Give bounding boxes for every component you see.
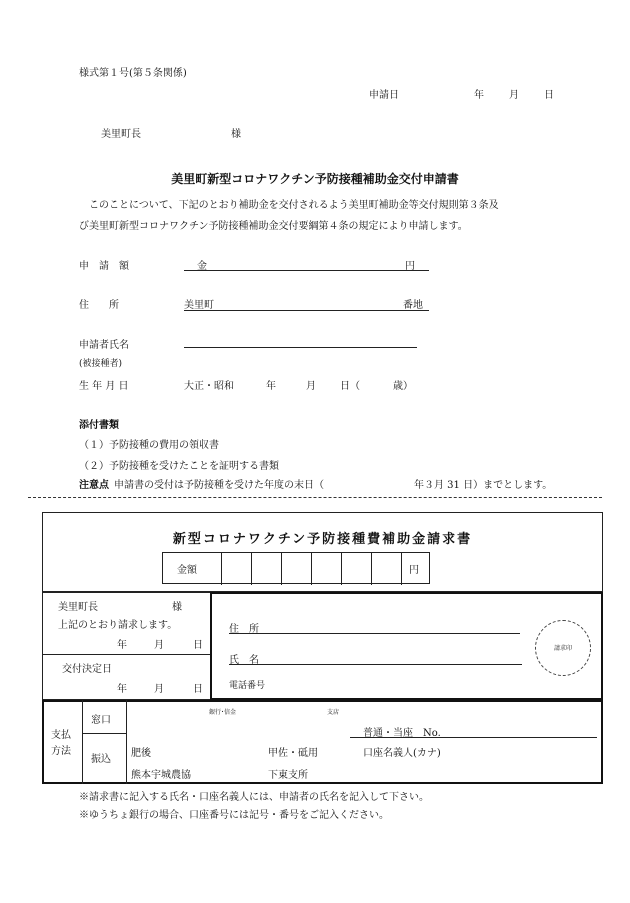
amount-digit-cell	[401, 553, 402, 585]
payment-row-divider	[82, 733, 126, 734]
amount-unit: 円	[405, 261, 415, 272]
applicant-sub-label: (被接種者)	[79, 359, 123, 369]
bank-higo: 肥後	[131, 748, 151, 759]
decision-label: 交付決定日	[62, 664, 112, 675]
amount-prefix: 金	[197, 261, 207, 272]
application-date-label: 申請日	[369, 90, 399, 101]
birth-day: 日（	[340, 381, 360, 392]
amount-label: 申 請 額	[79, 261, 129, 272]
intro-line-1: このことについて、下記のとおり補助金を交付されるよう美里町補助金等交付規則第３条及	[89, 200, 499, 211]
decision-year: 年	[117, 684, 127, 695]
account-number-line[interactable]	[350, 737, 597, 738]
birth-label: 生 年 月 日	[79, 381, 129, 392]
address-label: 住 所	[79, 300, 119, 311]
claimant-phone-label: 電話番号	[229, 681, 266, 691]
claim-amount-label: 金額	[177, 565, 197, 576]
bank-kasa: 甲佐・砥用	[268, 748, 318, 759]
cut-line	[28, 497, 602, 498]
request-day: 日	[193, 640, 203, 651]
bank-kumamoto: 熊本宇城農協	[131, 770, 191, 781]
applicant-label: 申請者氏名	[79, 340, 129, 351]
claimant-name-label: 氏 名	[229, 655, 259, 666]
claim-title: 新型コロナワクチン予防接種費補助金請求書	[172, 532, 473, 547]
claim-amount-unit: 円	[409, 565, 419, 576]
amount-digit-cell[interactable]	[371, 553, 372, 585]
claimant-name-line[interactable]	[229, 664, 522, 665]
birth-era: 大正・昭和	[184, 381, 234, 392]
addressee: 美里町長	[101, 129, 141, 140]
notice-tail: 年３月 31 日）までとします。	[414, 480, 553, 491]
request-divider	[42, 654, 211, 655]
attachments-heading: 添付書類	[79, 420, 119, 431]
applicant-input-line[interactable]	[184, 347, 417, 348]
request-text: 上記のとおり請求します。	[58, 620, 178, 631]
amount-input-line[interactable]	[184, 270, 429, 271]
account-holder-label: 口座名義人(カナ)	[363, 748, 441, 759]
birth-month: 月	[306, 381, 316, 392]
request-year: 年	[117, 640, 127, 651]
form-title: 美里町新型コロナワクチン予防接種補助金交付申請書	[171, 172, 459, 186]
amount-digit-cell[interactable]	[311, 553, 312, 585]
amount-digit-cell[interactable]	[281, 553, 282, 585]
claim-amount-grid	[162, 552, 430, 584]
address-town: 美里町	[184, 300, 214, 311]
intro-line-2: び美里町新型コロナワクチン予防接種補助金交付要綱第４条の規定により申請します。	[79, 221, 468, 232]
bank-label: 銀行･信金	[209, 709, 237, 716]
payment-transfer-option[interactable]: 振込	[91, 754, 111, 765]
attachment-2: （２）予防接種を受けたことを証明する書類	[79, 461, 279, 472]
decision-day: 日	[193, 684, 203, 695]
claimant-stamp-circle[interactable]	[535, 620, 591, 676]
date-year: 年	[474, 90, 484, 101]
claimant-address-line[interactable]	[229, 633, 520, 634]
notice-text: 申請書の受付は予防接種を受けた年度の末日（	[114, 480, 324, 491]
amount-digit-cell[interactable]	[221, 553, 222, 585]
payment-label-1: 支払	[51, 730, 71, 741]
claimant-address-label: 住 所	[229, 624, 259, 635]
birth-age: 歳）	[393, 381, 413, 392]
claim-note-1: ※請求書に記入する氏名・口座名義人には、申請者の氏名を記入して下さい。	[79, 792, 429, 803]
claim-note-2: ※ゆうちょ銀行の場合、口座番号には記号・番号をご記入ください。	[79, 810, 389, 821]
address-input-line[interactable]	[184, 310, 429, 311]
attachment-1: （１）予防接種の費用の領収書	[79, 440, 219, 451]
account-type: 普通・当座 No.	[363, 728, 441, 739]
payment-label-2: 方法	[51, 746, 71, 757]
amount-digit-cell[interactable]	[251, 553, 252, 585]
branch-label: 支店	[327, 709, 340, 716]
address-suffix: 番地	[403, 300, 423, 311]
payment-col-divider-1	[82, 700, 83, 784]
claim-honorific: 様	[172, 602, 182, 613]
claim-addressee: 美里町長	[58, 602, 98, 613]
addressee-honorific: 様	[231, 129, 241, 140]
notice-label: 注意点	[79, 480, 109, 491]
payment-counter-option[interactable]: 窓口	[91, 715, 111, 726]
branch-shimo: 下東支所	[268, 770, 308, 781]
birth-year: 年	[266, 381, 276, 392]
date-month: 月	[509, 90, 519, 101]
payment-col-divider-2	[126, 700, 127, 784]
date-day: 日	[544, 90, 554, 101]
request-month: 月	[154, 640, 164, 651]
amount-digit-cell[interactable]	[341, 553, 342, 585]
decision-month: 月	[154, 684, 164, 695]
stamp-label: 請求印	[553, 645, 572, 652]
form-number: 様式第１号(第５条関係)	[79, 68, 187, 79]
